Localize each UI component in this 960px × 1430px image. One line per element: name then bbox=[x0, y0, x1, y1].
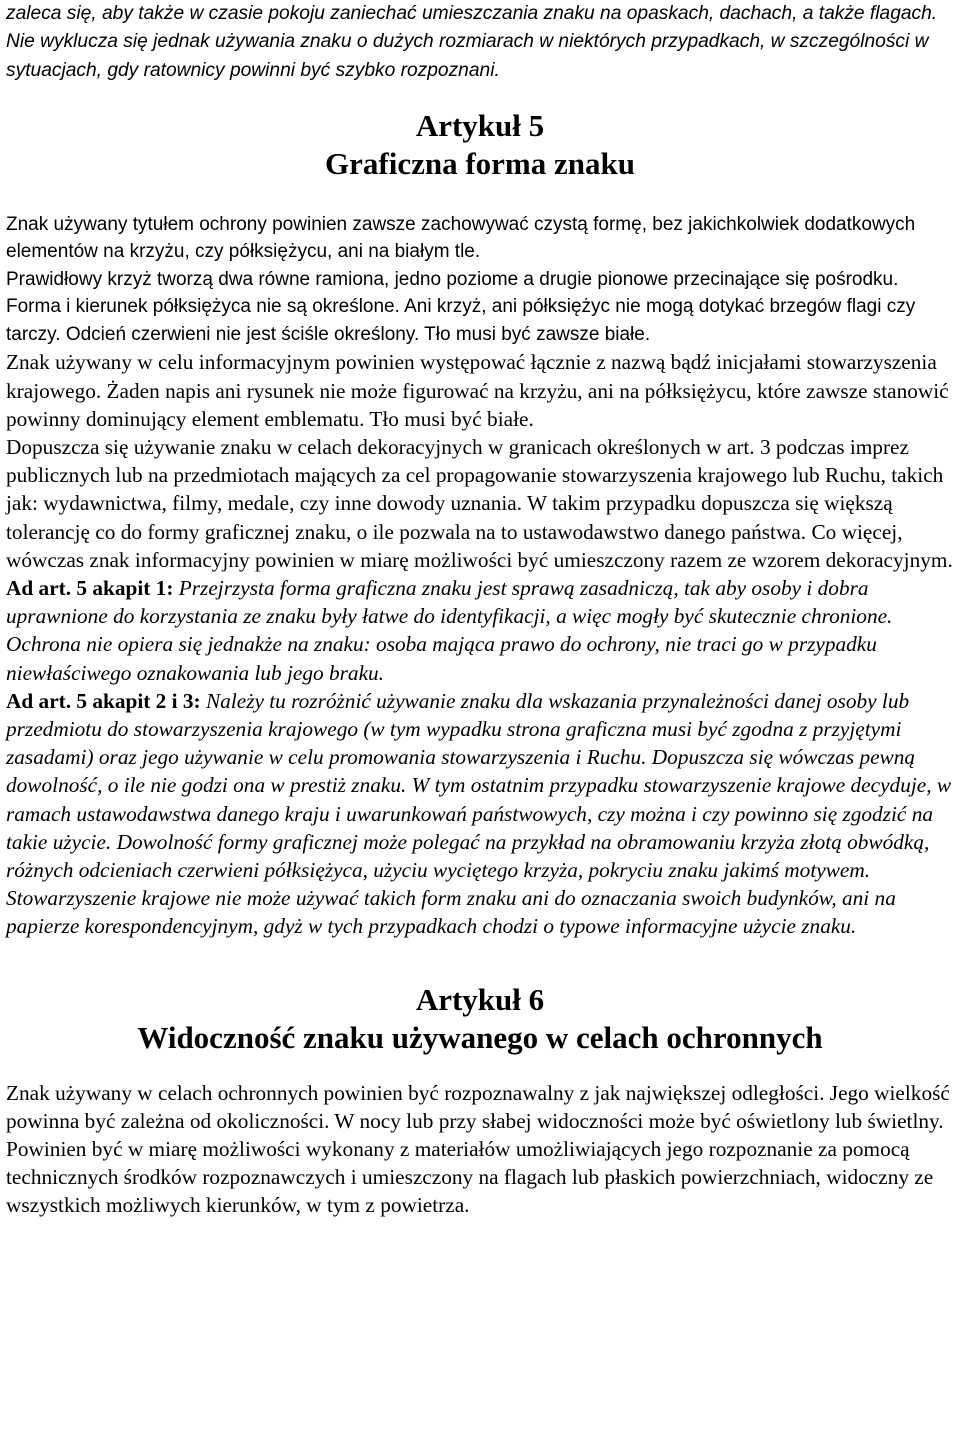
ad-art-5-par-1-label: Ad art. 5 akapit 1: bbox=[6, 576, 174, 601]
document-page bbox=[6, 0, 954, 1220]
ad-art-5-par-1 bbox=[6, 574, 954, 687]
article-5-number: Artykuł 5 bbox=[415, 107, 545, 143]
article-5-heading bbox=[6, 107, 954, 183]
intro-paragraph: zaleca się, aby także w czasie pokoju zaniechać umieszczania znaku na opaskach, dachach, a także flagach. Nie wyklucza się jednak używania znaku o dużych rozmiarach w niektórych przypadkach, w szczególności w sytuacjach, gdy ratownicy powinni być szybko rozpoznani. bbox=[6, 3, 938, 81]
ad-art-5-par-2-3 bbox=[6, 687, 954, 941]
article-6-heading bbox=[6, 981, 954, 1057]
ad-art-5-par-2-3-label: Ad art. 5 akapit 2 i 3: bbox=[6, 688, 201, 713]
article-5-paragraph-4: Dopuszcza się używanie znaku w celach dekoracyjnych w granicach określonych w art. 3 podczas imprez publicznych lub na przedmiotach mających za cel propagowanie stowarzyszenia krajowego lub Ruchu, takich jak: wydawnictwa, filmy, medale, czy inne dowody uznania. W takim przypadku dopuszcza się większą tolerancję co do formy graficznej znaku, o ile pozwala na to ustawodawstwo danego państwa. Co więcej, wówczas znak informacyjny powinien w miarę możliwości być umieszczony razem ze wzorem dekoracyjnym. bbox=[6, 435, 953, 572]
article-6-number: Artykuł 6 bbox=[415, 981, 545, 1017]
article-6-paragraph-1: Znak używany w celach ochronnych powinien być rozpoznawalny z jak największej odległości. Jego wielkość powinna być zależna od okoliczności. W nocy lub przy słabej widoczności może być oświetlony lub świetlny. Powinien być w miarę możliwości wykonany z materiałów umożliwiających jego rozpoznanie za pomocą technicznych środków rozpoznawczych i umieszczony na flagach lub płaskich powierzchniach, widoczny ze wszystkich możliwych kierunków, w tym z powietrza. bbox=[6, 1080, 950, 1218]
ad-art-5-par-2-3-text: Należy tu rozróżnić używanie znaku dla wskazania przynależności danej osoby lub przedmiotu do stowarzyszenia krajowego (w tym wypadku strona graficzna musi być zgodna z przyjętymi zasadami) oraz jego używanie w celu promowania stowarzyszenia i Ruchu. Dopuszcza się wówczas pewną dowolność, o ile nie godzi ona w prestiż znaku. W tym ostatnim przypadku stowarzyszenie krajowe decyduje, w ramach ustawodawstwa danego kraju i uwarunkowań państwowych, czy można i czy powinno się zgodzić na takie użycie. Dowolność formy graficznej może polegać na przykład na obramowaniu krzyża złotą obwódką, różnych odcieniach czerwieni półksiężyca, użyciu wyciętego krzyża, pokryciu znaku jakimś motywem. Stowarzyszenie krajowe nie może używać takich form znaku ani do oznaczania swoich budynków, ani na papierze korespondencyjnym, gdyż w tych przypadkach chodzi o typowe informacyjne użycie znaku. bbox=[6, 688, 952, 939]
article-5-paragraph-2: Prawidłowy krzyż tworzą dwa równe ramiona, jedno poziome a drugie pionowe przecinające się pośrodku. Forma i kierunek półksiężyca nie są określone. Ani krzyż, ani półksiężyc nie mogą dotykać brzegów flagi czy tarczy. Odcień czerwieni nie jest ściśle określony. Tło musi być zawsze białe. bbox=[6, 268, 916, 345]
article-5-paragraph-3: Znak używany w celu informacyjnym powinien występować łącznie z nazwą bądź inicjałami stowarzyszenia krajowego. Żaden napis ani rysunek nie może figurować na krzyżu, ani na półksiężycu, które zawsze stanowić powinny dominujący element emblematu. Tło musi być białe. bbox=[6, 350, 949, 431]
article-6-title: Widoczność znaku używanego w celach ochronnych bbox=[137, 1019, 823, 1055]
ad-art-5-par-1-text: Przejrzysta forma graficzna znaku jest sprawą zasadniczą, tak aby osoby i dobra uprawnione do korzystania ze znaku były łatwe do identyfikacji, a więc mogły być skutecznie chronione. Ochrona nie opiera się jednakże na znaku: osoba mająca prawo do ochrony, nie traci go w przypadku niewłaściwego oznakowania lub jego braku. bbox=[6, 576, 893, 685]
article-5-paragraph-1: Znak używany tytułem ochrony powinien zawsze zachowywać czystą formę, bez jakichkolwiek dodatkowych elementów na krzyżu, czy półksiężycu, ani na białym tle. bbox=[6, 213, 916, 263]
article-5-title: Graficzna forma znaku bbox=[325, 145, 635, 181]
